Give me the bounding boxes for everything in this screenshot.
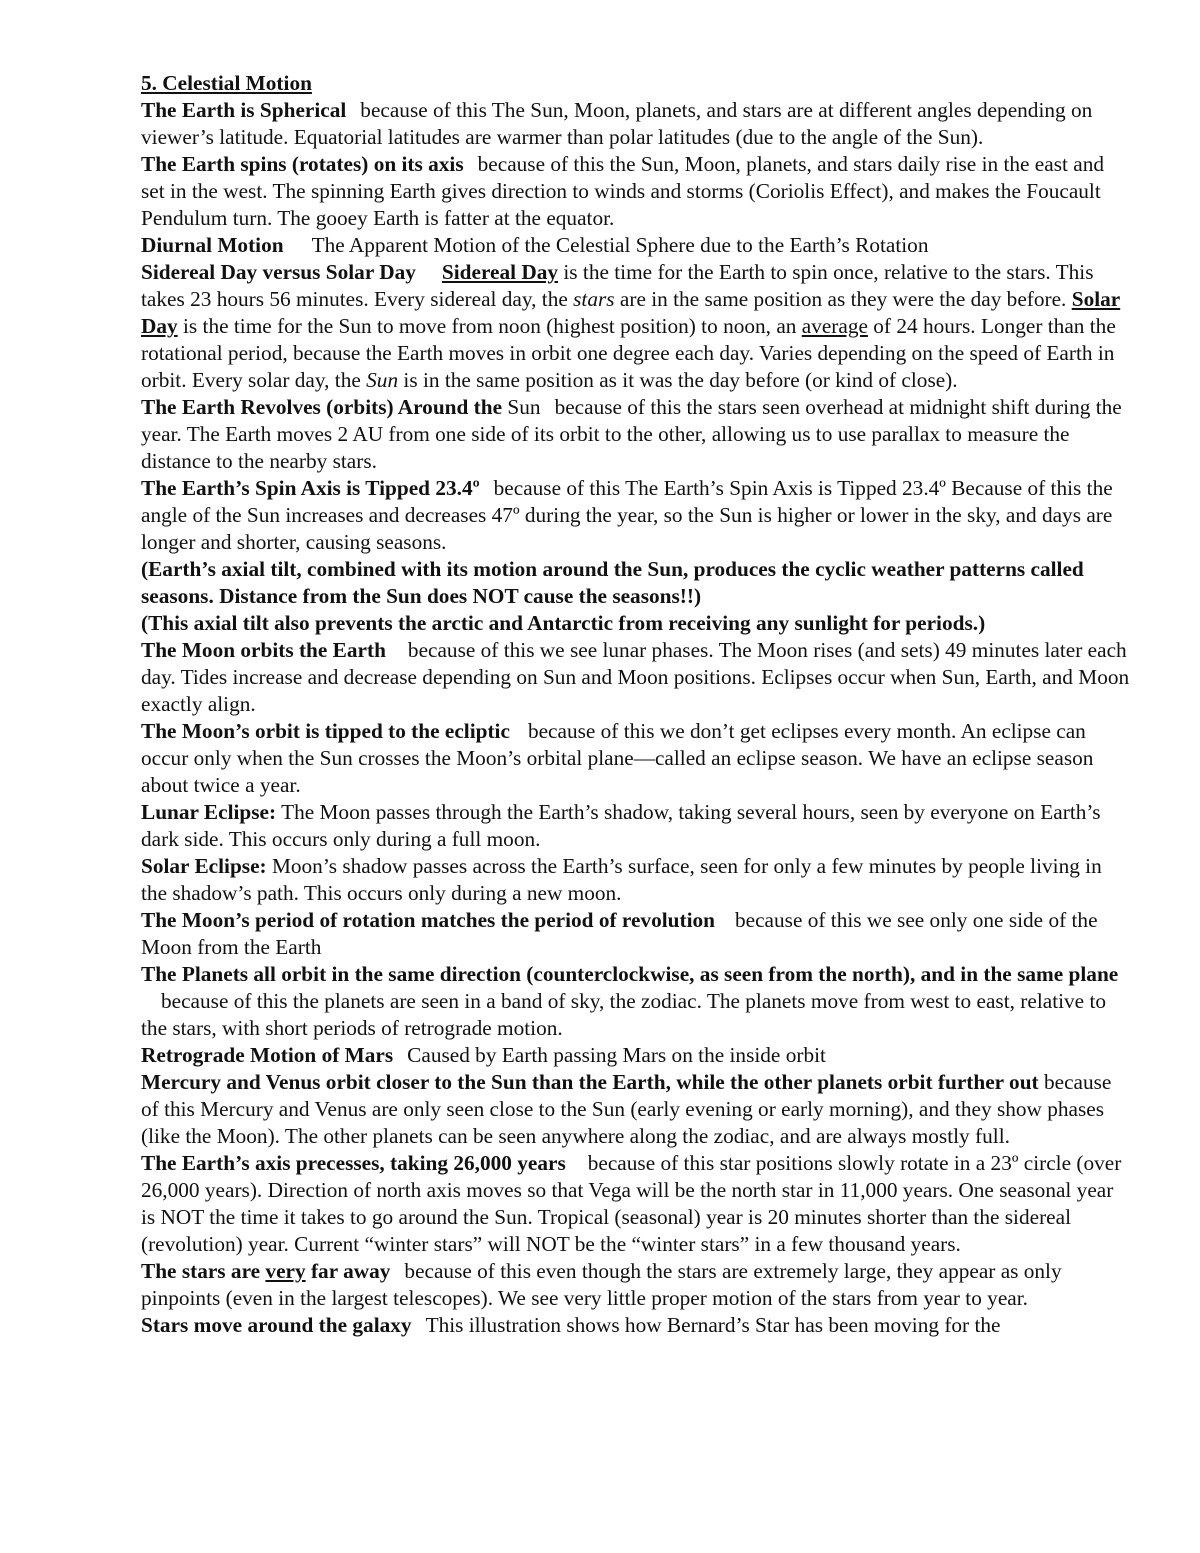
entry-text: is the time for the Earth to spin once, relative to the stars. This takes 23 hours 56 minutes. Every sidereal day, the — [141, 260, 1094, 311]
entry-heading: Diurnal Motion — [141, 233, 284, 257]
entry-planets-orbit — [141, 961, 1131, 1042]
entry-tipped — [141, 475, 1131, 556]
seasons-note — [141, 556, 1131, 610]
entry-heading-tail: Sun — [507, 395, 541, 419]
entry-heading: The stars are — [141, 1259, 261, 1283]
entry-revolves — [141, 394, 1131, 475]
entry-heading: Lunar Eclipse: — [141, 800, 277, 824]
solar-day-term: Solar Day — [141, 287, 1121, 338]
axial-tilt-note-text: (This axial tilt also prevents the arctic and Antarctic from receiving any sunlight for periods.) — [141, 611, 986, 635]
entry-heading: The Planets all orbit in the same direction (counterclockwise, as seen from the north), and in the same plane — [141, 962, 1119, 986]
entry-text: because of this we see only one side of the Moon from the Earth — [141, 908, 1098, 959]
entry-text: is in the same position as it was the day before (or kind of close). — [403, 368, 958, 392]
entry-precesses — [141, 1150, 1131, 1258]
entry-text: are in the same position as they were the day before. — [619, 287, 1067, 311]
sidereal-day-term: Sidereal Day — [441, 260, 559, 284]
entry-text: because of this the stars seen overhead at midnight shift during the year. The Earth moves 2 AU from one side of its orbit to the other, allowing us to use parallax to measure the distance to the nearby stars. — [141, 395, 1122, 473]
section-title-text: 5. Celestial Motion — [141, 71, 312, 95]
entry-text: This illustration shows how Bernard’s Star has been moving for the — [425, 1313, 1001, 1337]
entry-galaxy — [141, 1312, 1131, 1339]
entry-far-away — [141, 1258, 1131, 1312]
entry-heading: The Earth is Spherical — [141, 98, 347, 122]
entry-heading: The Earth’s axis precesses, taking 26,000 years — [141, 1151, 566, 1175]
entry-text: because of this the Sun, Moon, planets, and stars daily rise in the east and set in the west. The spinning Earth gives direction to winds and storms (Coriolis Effect), and makes the Foucault Pendulum turn. The gooey Earth is fatter at the equator. — [141, 152, 1104, 230]
entry-heading: The Moon’s orbit is tipped to the ecliptic — [141, 719, 510, 743]
entry-text: The Moon passes through the Earth’s shadow, taking several hours, seen by everyone on Earth’s dark side. This occurs only during a full moon. — [141, 800, 1101, 851]
entry-heading: The Earth’s Spin Axis is Tipped 23.4º — [141, 476, 480, 500]
entry-sidereal-solar — [141, 259, 1131, 394]
entry-diurnal — [141, 232, 1131, 259]
entry-heading: Sidereal Day versus Solar Day — [141, 260, 416, 284]
entry-text: because of this star positions slowly rotate in a 23º circle (over 26,000 years). Direction of north axis moves so that Vega will be the north star in 11,000 years. One seasonal year is NOT the time it takes to go around the Sun. Tropical (seasonal) year is 20 minutes shorter than the sidereal (revolution) year. Current “winter stars” will NOT be the “winter stars” in a few thousand years. — [141, 1151, 1122, 1256]
entry-heading: Mercury and Venus orbit closer to the Sun than the Earth, while the other planets orbit further out — [141, 1070, 1039, 1094]
entry-heading: The Earth Revolves (orbits) Around the — [141, 395, 503, 419]
entry-moon-orbits — [141, 637, 1131, 718]
entry-text: because of this The Earth’s Spin Axis is Tipped 23.4º Because of this the angle of the Sun increases and decreases 47º during the year, so the Sun is higher or lower in the sky, and days are longer and shorter, causing seasons. — [141, 476, 1113, 554]
entry-moon-tipped — [141, 718, 1131, 799]
sun-word: Sun — [366, 368, 399, 392]
entry-heading: The Moon orbits the Earth — [141, 638, 386, 662]
axial-tilt-note — [141, 610, 1131, 637]
stars-word: stars — [573, 287, 615, 311]
entry-text: Moon’s shadow passes across the Earth’s surface, seen for only a few minutes by people living in the shadow’s path. This occurs only during a new moon. — [141, 854, 1102, 905]
entry-spins — [141, 151, 1131, 232]
entry-heading: The Moon’s period of rotation matches the period of revolution — [141, 908, 715, 932]
entry-text: The Apparent Motion of the Celestial Sphere due to the Earth’s Rotation — [311, 233, 929, 257]
entry-text: Caused by Earth passing Mars on the inside orbit — [407, 1043, 826, 1067]
entry-spherical — [141, 97, 1131, 151]
entry-heading: Stars move around the galaxy — [141, 1313, 412, 1337]
seasons-note-text: (Earth’s axial tilt, combined with its motion around the Sun, produces the cyclic weather patterns called seasons. Distance from the Sun does NOT cause the seasons!!) — [141, 557, 1084, 608]
entry-heading-tail: far away — [310, 1259, 391, 1283]
entry-solar-eclipse — [141, 853, 1131, 907]
entry-text: because of this the planets are seen in a band of sky, the zodiac. The planets move from west to east, relative to the stars, with short periods of retrograde motion. — [141, 989, 1107, 1040]
average-word: average — [801, 314, 868, 338]
entry-heading: The Earth spins (rotates) on its axis — [141, 152, 464, 176]
entry-text: because of this Mercury and Venus are only seen close to the Sun (early evening or early morning), and they show phases (like the Moon). The other planets can be seen anywhere along the zodiac, and are always mostly full. — [141, 1070, 1112, 1148]
entry-heading: Retrograde Motion of Mars — [141, 1043, 394, 1067]
section-title — [141, 70, 1131, 97]
entry-text: because of this even though the stars are extremely large, they appear as only pinpoints (even in the largest telescopes). We see very little proper motion of the stars from year to year. — [141, 1259, 1062, 1310]
entry-moon-rotation — [141, 907, 1131, 961]
entry-lunar-eclipse — [141, 799, 1131, 853]
entry-heading: Solar Eclipse: — [141, 854, 267, 878]
entry-text: because of this we see lunar phases. The Moon rises (and sets) 49 minutes later each day. Tides increase and decrease depending on Sun and Moon positions. Eclipses occur when Sun, Earth, and Moon exactly align. — [141, 638, 1130, 716]
entry-text: is the time for the Sun to move from noon (highest position) to noon, an — [183, 314, 797, 338]
entry-retrograde — [141, 1042, 1131, 1069]
entry-text: because of this The Sun, Moon, planets, and stars are at different angles depending on viewer’s latitude. Equatorial latitudes are warmer than polar latitudes (due to the angle of the Sun). — [141, 98, 1093, 149]
very-word: very — [265, 1259, 306, 1283]
entry-text: of 24 hours. Longer than the rotational period, because the Earth moves in orbit one degree each day. Varies depending on the speed of Earth in orbit. Every solar day, the — [141, 314, 1116, 392]
entry-text: because of this we don’t get eclipses every month. An eclipse can occur only when the Sun crosses the Moon’s orbital plane—called an eclipse season. We have an eclipse season about twice a year. — [141, 719, 1094, 797]
entry-mercury-venus — [141, 1069, 1131, 1150]
document-page — [141, 70, 1131, 1339]
